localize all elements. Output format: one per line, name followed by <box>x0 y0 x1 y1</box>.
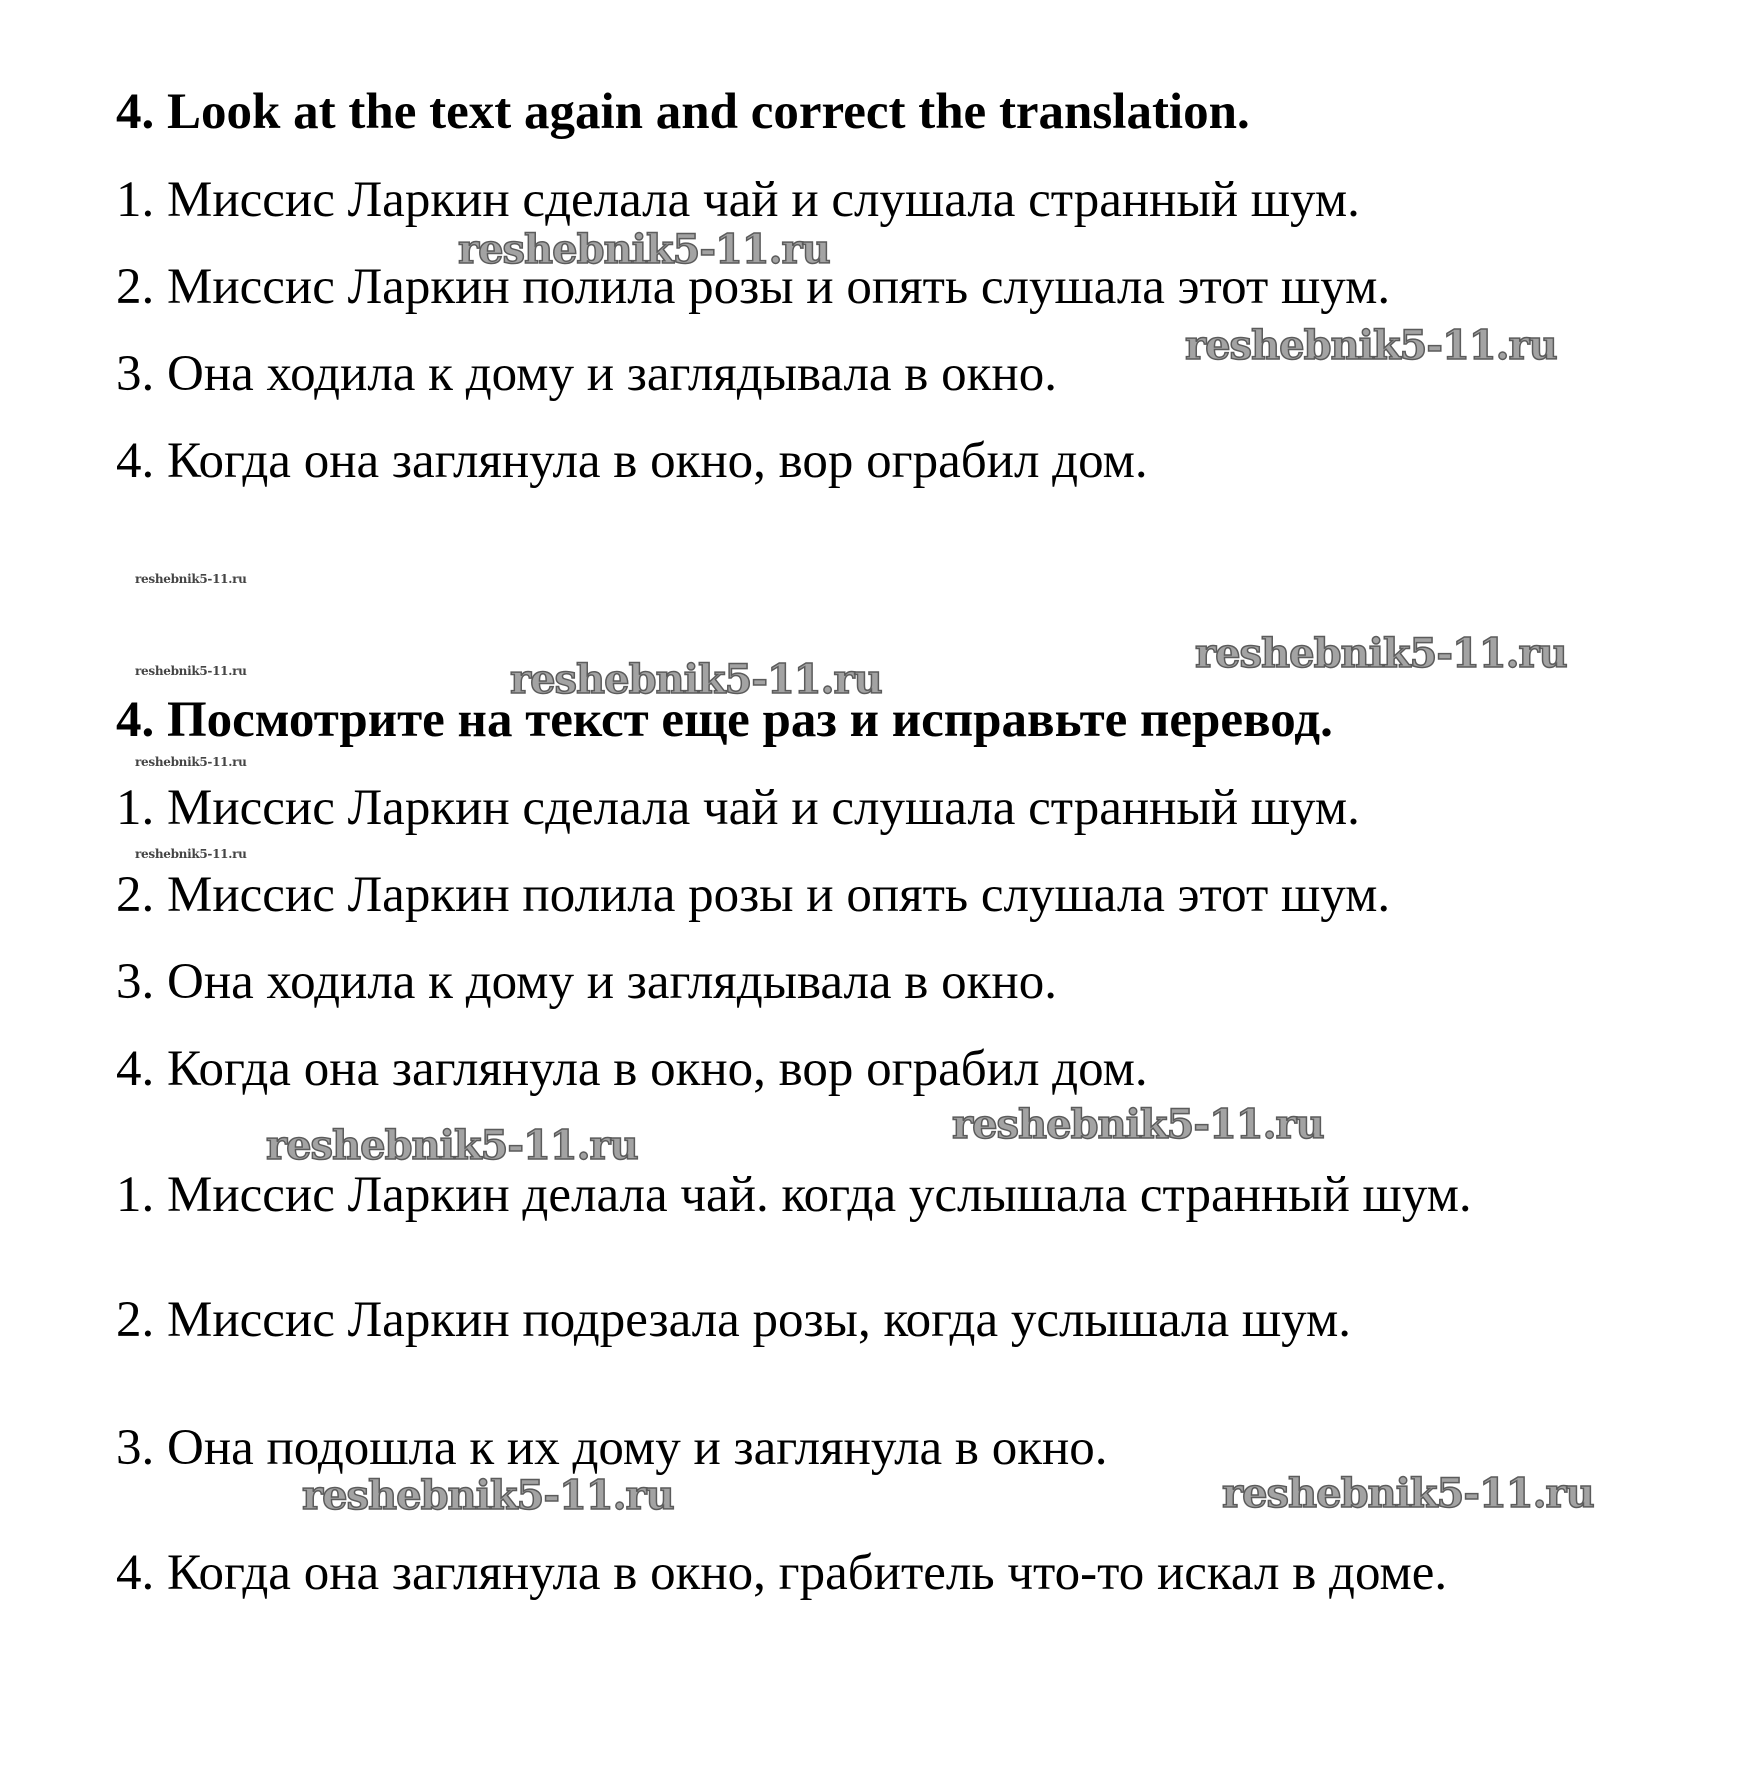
task-item-4: 4. Когда она заглянула в окно, вор ограбил дом. <box>116 433 1148 489</box>
watermark: reshebnik5-11.ru <box>458 226 830 273</box>
task-ru-item-3: 3. Она ходила к дому и заглядывала в окно. <box>116 954 1057 1010</box>
task-item-2: 2. Миссис Ларкин полила розы и опять слушала этот шум. <box>116 259 1391 315</box>
task-item-1: 1. Миссис Ларкин сделала чай и слушала странный шум. <box>116 172 1360 228</box>
answer-item-2: 2. Миссис Ларкин подрезала розы, когда услышала шум. <box>116 1292 1352 1348</box>
task-heading-en: 4. Look at the text again and correct the translation. <box>116 84 1250 140</box>
watermark-small: reshebnik5-11.ru <box>135 664 247 678</box>
watermark: reshebnik5-11.ru <box>302 1472 674 1519</box>
watermark-small: reshebnik5-11.ru <box>135 847 247 861</box>
watermark-small: reshebnik5-11.ru <box>135 755 247 769</box>
watermark: reshebnik5-11.ru <box>1195 630 1567 677</box>
watermark: reshebnik5-11.ru <box>266 1122 638 1169</box>
task-item-3: 3. Она ходила к дому и заглядывала в окно. <box>116 346 1057 402</box>
task-ru-item-1: 1. Миссис Ларкин сделала чай и слушала странный шум. <box>116 780 1360 836</box>
task-heading-ru: 4. Посмотрите на текст еще раз и исправьте перевод. <box>116 692 1333 748</box>
answer-item-4: 4. Когда она заглянула в окно, грабитель что-то искал в доме. <box>116 1545 1448 1601</box>
task-ru-item-4: 4. Когда она заглянула в окно, вор ограбил дом. <box>116 1041 1148 1097</box>
watermark: reshebnik5-11.ru <box>1222 1470 1594 1517</box>
watermark: reshebnik5-11.ru <box>1185 322 1557 369</box>
watermark: reshebnik5-11.ru <box>510 656 882 703</box>
task-ru-item-2: 2. Миссис Ларкин полила розы и опять слушала этот шум. <box>116 867 1391 923</box>
watermark-small: reshebnik5-11.ru <box>135 572 247 586</box>
answer-item-3: 3. Она подошла к их дому и заглянула в окно. <box>116 1420 1108 1476</box>
answer-item-1: 1. Миссис Ларкин делала чай. когда услышала странный шум. <box>116 1167 1472 1223</box>
watermark: reshebnik5-11.ru <box>952 1101 1324 1148</box>
